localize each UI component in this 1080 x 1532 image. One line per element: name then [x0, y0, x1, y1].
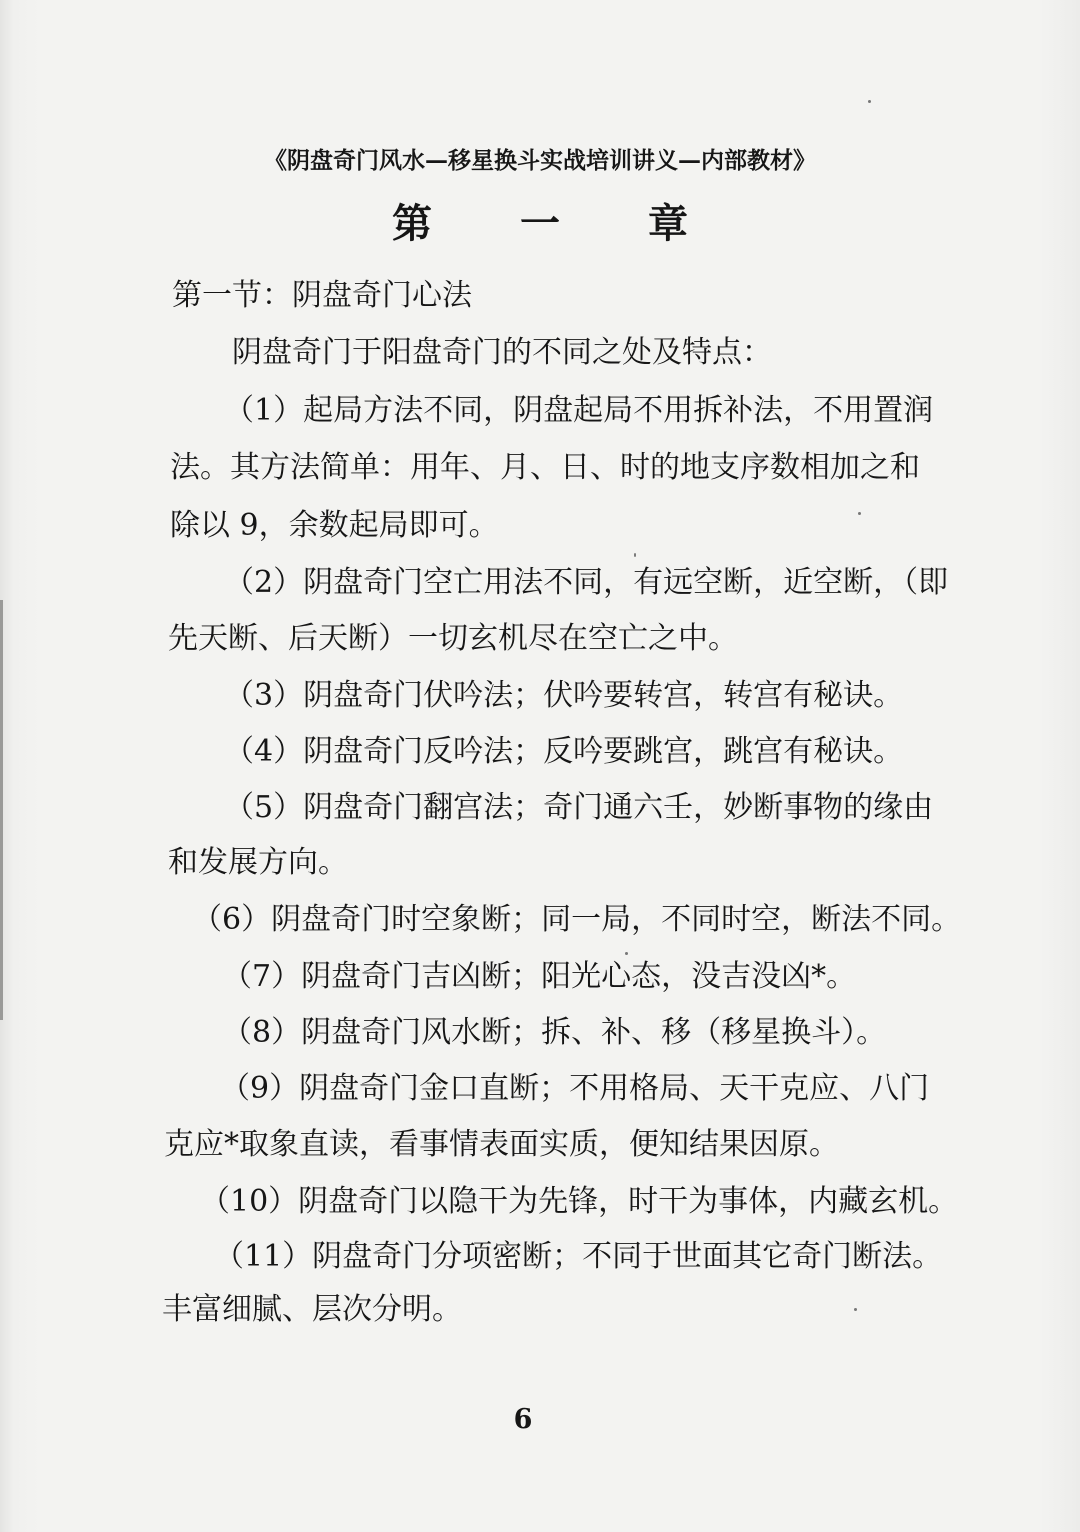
item-1-line-2: 法。其方法简单：用年、月、日、时的地支序数相加之和 [170, 450, 920, 485]
item-3-line-1: （3）阴盘奇门伏吟法；伏吟要转宫，转宫有秘诀。 [224, 678, 904, 713]
scan-speck [858, 512, 861, 515]
item-7-line-1: （7）阴盘奇门吉凶断；阳光心态，没吉没凶*。 [222, 959, 857, 994]
chapter-title [0, 192, 1080, 249]
scan-speck [625, 952, 628, 955]
running-header: 《阴盘奇门风水—移星换斗实战培训讲义—内部教材》 [264, 147, 816, 174]
item-9-line-2: 克应*取象直读，看事情表面实质，便知结果因原。 [164, 1127, 839, 1162]
scan-edge-shadow [0, 600, 3, 1020]
item-1-line-1: （1）起局方法不同，阴盘起局不用拆补法，不用置润 [224, 393, 934, 428]
item-2-line-2: 先天断、后天断）一切玄机尽在空亡之中。 [168, 621, 738, 656]
item-10-line-1: （10）阴盘奇门以隐干为先锋，时干为事体，内藏玄机。 [200, 1184, 959, 1219]
scan-speck [634, 553, 636, 557]
item-6-line-1: （6）阴盘奇门时空象断；同一局，不同时空，断法不同。 [192, 902, 962, 937]
item-11-line-1: （11）阴盘奇门分项密断；不同于世面其它奇门断法。 [214, 1239, 943, 1274]
item-4-line-1: （4）阴盘奇门反吟法；反吟要跳宫，跳宫有秘诀。 [224, 734, 904, 769]
scan-speck [854, 1308, 857, 1311]
item-1-line-3: 除以 9，余数起局即可。 [170, 508, 499, 543]
item-9-line-1: （9）阴盘奇门金口直断；不用格局、天干克应、八门 [220, 1071, 930, 1106]
chapter-char: 章 [648, 200, 688, 247]
item-5-line-1: （5）阴盘奇门翻宫法；奇门通六壬，妙断事物的缘由 [224, 790, 934, 825]
item-5-line-2: 和发展方向。 [168, 845, 348, 880]
intro-line: 阴盘奇门于阳盘奇门的不同之处及特点： [232, 335, 772, 370]
section-title: 第一节：阴盘奇门心法 [172, 278, 472, 313]
item-2-line-1: （2）阴盘奇门空亡用法不同，有远空断，近空断，（即 [224, 565, 949, 600]
page-number: 6 [513, 1404, 533, 1435]
chapter-char: 一 [520, 200, 560, 247]
item-8-line-1: （8）阴盘奇门风水断；拆、补、移（移星换斗）。 [222, 1015, 887, 1050]
chapter-char: 第 [392, 200, 432, 247]
scan-speck [868, 100, 871, 103]
item-11-line-2: 丰富细腻、层次分明。 [162, 1292, 462, 1327]
